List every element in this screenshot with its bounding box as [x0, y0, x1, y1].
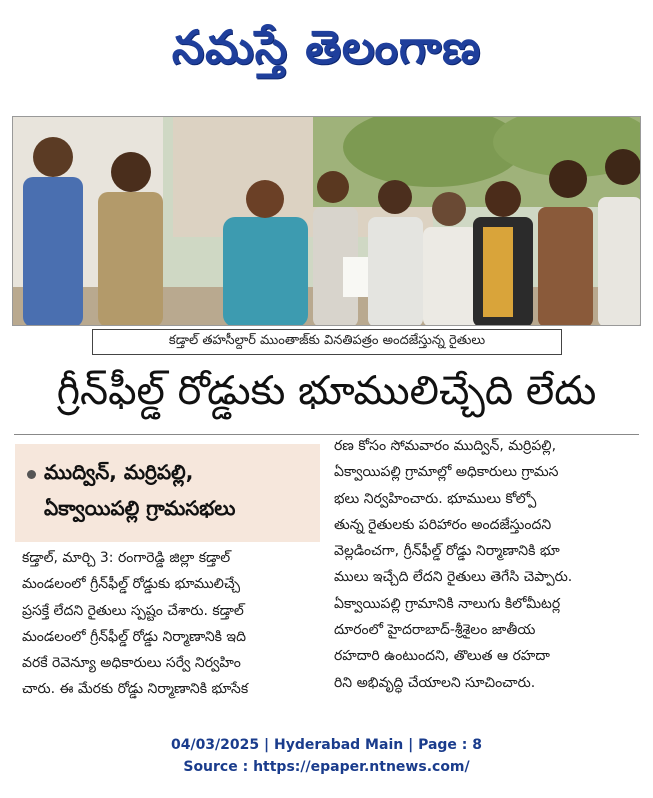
highlight-line-1 [27, 456, 308, 492]
article-line: ప్రసక్తే లేదని రైతులు స్పష్టం చేశారు. కడ్తాల్ [22, 602, 244, 619]
newspaper-logo: నమస్తే తెలంగాణ [171, 19, 482, 74]
article-line: ఏక్వాయిపల్లి గ్రామాల్లో అధికారులు గ్రామస [334, 464, 559, 481]
article-line: ఏక్వాయిపల్లి గ్రామానికి నాలుగు కిలోమీటర్ల [334, 595, 561, 612]
article-line: కడ్తాల్, మార్చి 3: రంగారెడ్డి జిల్లా కడ్తాల్ [22, 550, 231, 566]
photo-caption: కడ్తాల్ తహసీల్దార్ ముంతాజ్‌కు వినతిపత్రం అందజేస్తున్న రైతులు [92, 329, 562, 355]
footer-date-line: 04/03/2025 | Hyderabad Main | Page : 8 [170, 737, 483, 753]
footer-source-link[interactable]: Source : https://epaper.ntnews.com/ [183, 759, 470, 775]
article-line: ములు ఇచ్చేది లేదని రైతులు తెగేసి చెప్పారు. [334, 569, 573, 586]
article-line: రణ కోసం సోమవారం ముద్విన్, మర్రిపల్లి, [334, 438, 557, 454]
highlight-line-2 [27, 492, 308, 528]
article-line: దూరంలో హైదరాబాద్-శ్రీశైలం జాతీయ [334, 622, 536, 639]
article-line: మండలంలో గ్రీన్‌ఫీల్డ్ రోడ్డుకు భూములిచ్చే [22, 576, 241, 593]
article-right-column [334, 433, 640, 696]
article-line: వరకే రెవెన్యూ అధికారులు సర్వే నిర్వహిం [22, 655, 241, 672]
article-line: రహదారి ఉంటుందని, తొలుత ఆ రహదా [334, 648, 550, 665]
masthead [0, 0, 653, 105]
highlight-box [15, 444, 320, 542]
photo-illustration [13, 117, 641, 326]
highlight-text-1: ముద్విన్, మర్రిపల్లి, [44, 459, 194, 484]
article-line: భలు నిర్వహించారు. భూములు కోల్పో [334, 490, 537, 507]
article-line: తున్న రైతులకు పరిహారం అందజేస్తుందని [334, 516, 552, 533]
article-line: మండలంలో గ్రీన్‌ఫీల్డ్ రోడ్డు నిర్మాణానికి ఇది [22, 628, 246, 645]
headline: గ్రీన్‌ఫీల్డ్ రోడ్డుకు భూములిచ్చేది లేదు [56, 368, 597, 414]
bullet-icon [27, 470, 36, 479]
news-photo [12, 116, 641, 326]
article-line: వెల్లడించగా, గ్రీన్‌ఫీల్డ్ రోడ్డు నిర్మాణానికి భూ [334, 543, 560, 560]
article-line: రిని అభివృద్ధి చేయాలని సూచించారు. [334, 674, 536, 691]
article-line: చారు. ఈ మేరకు రోడ్డు నిర్మాణానికి భూసేక [22, 681, 249, 698]
highlight-text-2: ఏక్వాయిపల్లి గ్రామసభలు [44, 495, 236, 520]
article-left-column [22, 545, 322, 703]
